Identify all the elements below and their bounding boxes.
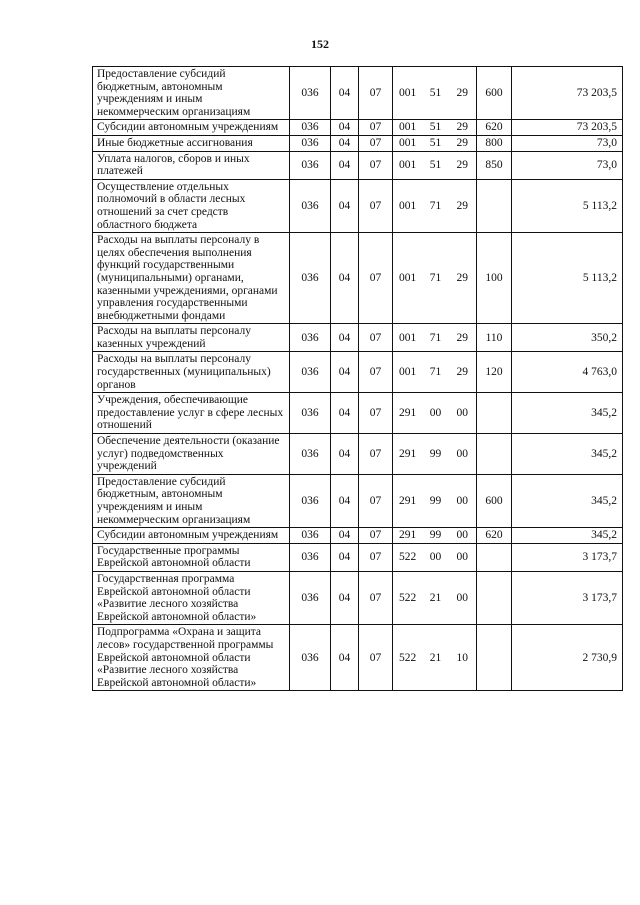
ministry-code: 036 — [290, 543, 331, 571]
expense-type-code: 100 — [477, 233, 512, 324]
target-code-part2: 21 — [423, 571, 449, 624]
section-code: 04 — [331, 543, 359, 571]
target-code-part2: 51 — [423, 135, 449, 151]
target-code-part1: 001 — [393, 233, 423, 324]
target-code-part1: 291 — [393, 393, 423, 434]
section-code: 04 — [331, 528, 359, 544]
amount: 4 763,0 — [512, 352, 623, 393]
row-name: Предоставление субсидий бюджетным, автономным учреждениям и иным некоммерческим организациям — [93, 67, 290, 120]
target-code-part1: 522 — [393, 571, 423, 624]
amount: 345,2 — [512, 528, 623, 544]
target-code-part1: 001 — [393, 67, 423, 120]
amount: 345,2 — [512, 393, 623, 434]
subsection-code: 07 — [359, 324, 393, 352]
expense-type-code: 620 — [477, 120, 512, 136]
subsection-code: 07 — [359, 528, 393, 544]
expense-type-code: 800 — [477, 135, 512, 151]
target-code-part3: 29 — [449, 179, 477, 232]
subsection-code: 07 — [359, 233, 393, 324]
target-code-part3: 29 — [449, 352, 477, 393]
target-code-part2: 21 — [423, 625, 449, 691]
amount: 345,2 — [512, 434, 623, 475]
section-code: 04 — [331, 352, 359, 393]
target-code-part3: 00 — [449, 528, 477, 544]
expense-type-code — [477, 393, 512, 434]
target-code-part3: 00 — [449, 393, 477, 434]
ministry-code: 036 — [290, 393, 331, 434]
expense-type-code: 850 — [477, 151, 512, 179]
table-row — [93, 571, 623, 624]
table-row — [93, 67, 623, 120]
ministry-code: 036 — [290, 233, 331, 324]
table-row — [93, 625, 623, 691]
ministry-code: 036 — [290, 179, 331, 232]
row-name: Расходы на выплаты персоналу в целях обеспечения выполнения функций государственными (муниципальными) органами, казенными учреждениями, органами управления государственными внебюджетными фондами — [93, 233, 290, 324]
subsection-code: 07 — [359, 571, 393, 624]
section-code: 04 — [331, 151, 359, 179]
target-code-part2: 99 — [423, 528, 449, 544]
ministry-code: 036 — [290, 474, 331, 527]
amount: 73 203,5 — [512, 120, 623, 136]
expense-type-code — [477, 434, 512, 475]
section-code: 04 — [331, 135, 359, 151]
amount: 5 113,2 — [512, 233, 623, 324]
amount: 3 173,7 — [512, 543, 623, 571]
table-row — [93, 393, 623, 434]
target-code-part3: 29 — [449, 233, 477, 324]
amount: 73 203,5 — [512, 67, 623, 120]
row-name: Расходы на выплаты персоналу казенных учреждений — [93, 324, 290, 352]
section-code: 04 — [331, 179, 359, 232]
expense-type-code: 600 — [477, 67, 512, 120]
row-name: Подпрограмма «Охрана и защита лесов» государственной программы Еврейской автономной области «Развитие лесного хозяйства Еврейской автономной области» — [93, 625, 290, 691]
expense-type-code: 110 — [477, 324, 512, 352]
target-code-part2: 99 — [423, 434, 449, 475]
subsection-code: 07 — [359, 543, 393, 571]
section-code: 04 — [331, 474, 359, 527]
target-code-part3: 00 — [449, 543, 477, 571]
subsection-code: 07 — [359, 434, 393, 475]
target-code-part3: 00 — [449, 474, 477, 527]
ministry-code: 036 — [290, 625, 331, 691]
section-code: 04 — [331, 324, 359, 352]
section-code: 04 — [331, 571, 359, 624]
ministry-code: 036 — [290, 120, 331, 136]
amount: 350,2 — [512, 324, 623, 352]
expense-type-code — [477, 571, 512, 624]
section-code: 04 — [331, 233, 359, 324]
target-code-part2: 99 — [423, 474, 449, 527]
target-code-part2: 71 — [423, 324, 449, 352]
table-row — [93, 135, 623, 151]
target-code-part2: 71 — [423, 352, 449, 393]
target-code-part1: 001 — [393, 151, 423, 179]
target-code-part3: 29 — [449, 324, 477, 352]
expense-type-code — [477, 179, 512, 232]
row-name: Государственная программа Еврейской автономной области «Развитие лесного хозяйства Еврейской автономной области» — [93, 571, 290, 624]
amount: 5 113,2 — [512, 179, 623, 232]
ministry-code: 036 — [290, 528, 331, 544]
section-code: 04 — [331, 67, 359, 120]
expense-type-code: 620 — [477, 528, 512, 544]
subsection-code: 07 — [359, 393, 393, 434]
row-name: Субсидии автономным учреждениям — [93, 528, 290, 544]
table-row — [93, 233, 623, 324]
target-code-part2: 51 — [423, 151, 449, 179]
row-name: Осуществление отдельных полномочий в области лесных отношений за счет средств областного бюджета — [93, 179, 290, 232]
table-row — [93, 434, 623, 475]
subsection-code: 07 — [359, 151, 393, 179]
ministry-code: 036 — [290, 135, 331, 151]
target-code-part1: 001 — [393, 179, 423, 232]
row-name: Учреждения, обеспечивающие предоставление услуг в сфере лесных отношений — [93, 393, 290, 434]
expense-type-code: 120 — [477, 352, 512, 393]
subsection-code: 07 — [359, 179, 393, 232]
ministry-code: 036 — [290, 67, 331, 120]
target-code-part3: 29 — [449, 120, 477, 136]
target-code-part3: 00 — [449, 571, 477, 624]
amount: 3 173,7 — [512, 571, 623, 624]
subsection-code: 07 — [359, 352, 393, 393]
row-name: Расходы на выплаты персоналу государственных (муниципальных) органов — [93, 352, 290, 393]
section-code: 04 — [331, 625, 359, 691]
table-row — [93, 543, 623, 571]
expense-type-code: 600 — [477, 474, 512, 527]
ministry-code: 036 — [290, 151, 331, 179]
table-row — [93, 179, 623, 232]
ministry-code: 036 — [290, 352, 331, 393]
expense-type-code — [477, 543, 512, 571]
table-row — [93, 474, 623, 527]
target-code-part2: 51 — [423, 67, 449, 120]
table-row — [93, 352, 623, 393]
table-row — [93, 151, 623, 179]
target-code-part1: 001 — [393, 324, 423, 352]
target-code-part2: 51 — [423, 120, 449, 136]
target-code-part1: 291 — [393, 474, 423, 527]
target-code-part3: 29 — [449, 67, 477, 120]
expense-type-code — [477, 625, 512, 691]
target-code-part2: 71 — [423, 179, 449, 232]
target-code-part1: 291 — [393, 434, 423, 475]
amount: 73,0 — [512, 151, 623, 179]
row-name: Государственные программы Еврейской автономной области — [93, 543, 290, 571]
row-name: Иные бюджетные ассигнования — [93, 135, 290, 151]
table-row — [93, 324, 623, 352]
ministry-code: 036 — [290, 434, 331, 475]
row-name: Уплата налогов, сборов и иных платежей — [93, 151, 290, 179]
subsection-code: 07 — [359, 625, 393, 691]
amount: 2 730,9 — [512, 625, 623, 691]
subsection-code: 07 — [359, 135, 393, 151]
subsection-code: 07 — [359, 120, 393, 136]
target-code-part1: 291 — [393, 528, 423, 544]
target-code-part3: 29 — [449, 151, 477, 179]
section-code: 04 — [331, 393, 359, 434]
table-row — [93, 528, 623, 544]
row-name: Обеспечение деятельности (оказание услуг) подведомственных учреждений — [93, 434, 290, 475]
target-code-part1: 001 — [393, 120, 423, 136]
target-code-part1: 522 — [393, 625, 423, 691]
budget-table — [92, 66, 623, 691]
section-code: 04 — [331, 434, 359, 475]
target-code-part3: 10 — [449, 625, 477, 691]
subsection-code: 07 — [359, 474, 393, 527]
ministry-code: 036 — [290, 324, 331, 352]
budget-table-body — [93, 67, 623, 691]
target-code-part3: 00 — [449, 434, 477, 475]
amount: 73,0 — [512, 135, 623, 151]
target-code-part2: 00 — [423, 393, 449, 434]
target-code-part3: 29 — [449, 135, 477, 151]
page-number: 152 — [311, 37, 329, 51]
target-code-part1: 001 — [393, 135, 423, 151]
subsection-code: 07 — [359, 67, 393, 120]
target-code-part2: 00 — [423, 543, 449, 571]
target-code-part1: 001 — [393, 352, 423, 393]
target-code-part1: 522 — [393, 543, 423, 571]
row-name: Субсидии автономным учреждениям — [93, 120, 290, 136]
amount: 345,2 — [512, 474, 623, 527]
section-code: 04 — [331, 120, 359, 136]
row-name: Предоставление субсидий бюджетным, автономным учреждениям и иным некоммерческим организациям — [93, 474, 290, 527]
target-code-part2: 71 — [423, 233, 449, 324]
table-row — [93, 120, 623, 136]
ministry-code: 036 — [290, 571, 331, 624]
